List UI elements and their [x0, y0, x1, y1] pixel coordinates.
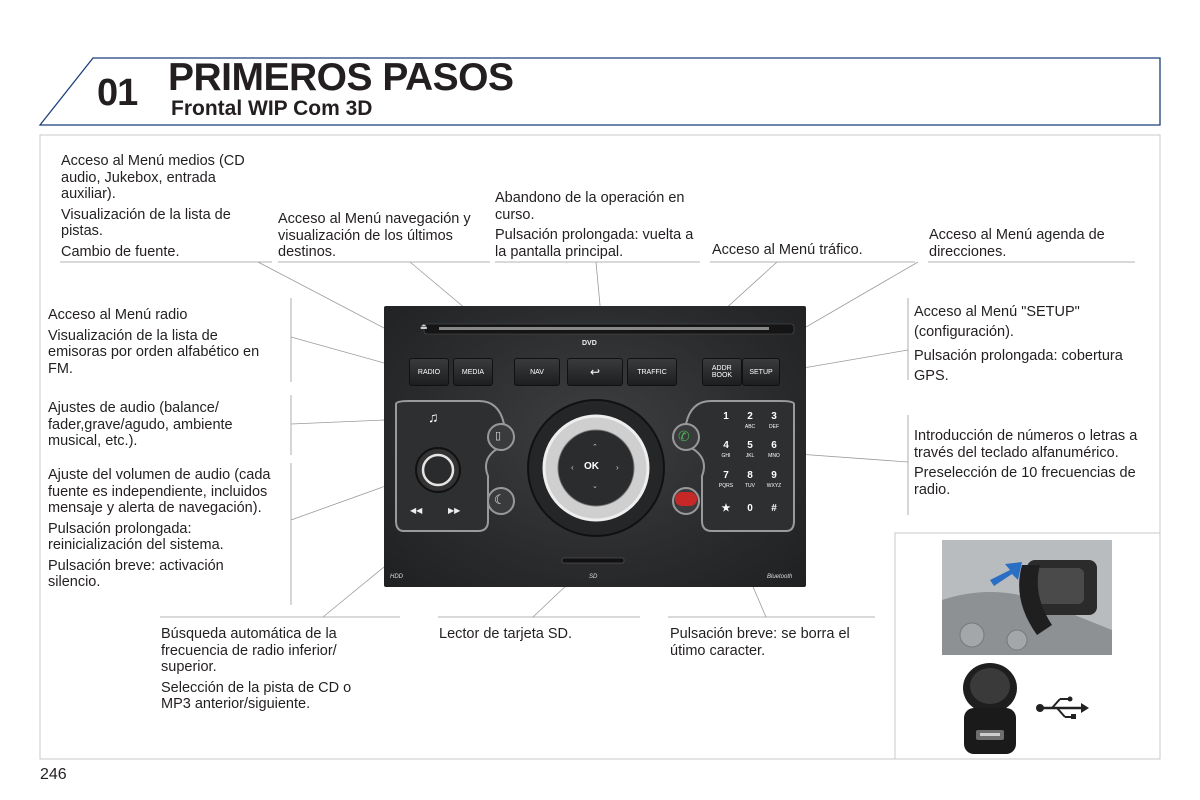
annotation-back-line: Pulsación prolongada: vuelta a la pantalla principal. — [495, 227, 694, 260]
keypad-key[interactable]: 9 WXYZ — [766, 470, 782, 489]
hdd-label: HDD — [390, 574, 403, 580]
annotation-sd — [439, 626, 639, 647]
annotation-volume — [48, 467, 280, 595]
annotation-traffic-line: Acceso al Menú tráfico. — [712, 242, 863, 258]
radio-unit-illustration — [384, 306, 806, 587]
keypad-key[interactable]: 8 TUV — [745, 470, 755, 489]
media-button[interactable]: MEDIA — [453, 358, 493, 386]
keypad-key[interactable]: 2 ABC — [744, 411, 756, 430]
back-arrow-icon: ↩ — [589, 365, 601, 379]
console-photo — [942, 540, 1112, 655]
radio-button[interactable]: RADIO — [409, 358, 449, 386]
annotation-seek — [161, 626, 381, 717]
annotation-addr-line: Acceso al Menú agenda de direcciones. — [929, 227, 1105, 260]
annotation-seek-line: Búsqueda automática de la frecuencia de radio inferior/ superior. — [161, 626, 337, 675]
left-arrow-icon[interactable]: ‹ — [571, 463, 574, 472]
music-note-icon[interactable]: ♫ — [428, 409, 439, 425]
keypad-key[interactable]: 7 PQRS — [718, 470, 734, 489]
traffic-button[interactable]: TRAFFIC — [627, 358, 677, 386]
keypad-key[interactable]: 4 GHI — [721, 440, 731, 459]
rewind-icon[interactable]: ◀◀ — [410, 506, 423, 515]
annotation-radio — [48, 307, 273, 381]
annotation-traffic — [712, 242, 912, 263]
annotation-setup-line: Pulsación prolongada: cobertura GPS. — [914, 348, 1123, 384]
annotation-volume-line: Pulsación prolongada: reinicialización del sistema. — [48, 520, 224, 553]
annotation-radio-line: Visualización de la lista de emisoras por orden alfabético en FM. — [48, 327, 260, 377]
annotation-keypad-line: Preselección de 10 frecuencias de radio. — [914, 465, 1136, 498]
usb-icon — [1035, 695, 1090, 721]
back-button[interactable] — [567, 358, 623, 386]
annotation-radio-line: Acceso al Menú radio — [48, 307, 188, 323]
keypad-key[interactable]: 0 — [747, 503, 753, 514]
annotation-sd-line: Lector de tarjeta SD. — [439, 626, 572, 642]
chapter-number: 01 — [97, 72, 138, 114]
annotation-back-line: Abandono de la operación en curso. — [495, 190, 685, 223]
keypad-key[interactable]: 1 — [723, 411, 729, 422]
moon-icon[interactable]: ☾ — [494, 492, 506, 507]
phone-icon[interactable]: ✆ — [678, 428, 690, 444]
fast-forward-icon[interactable]: ▶▶ — [448, 506, 461, 515]
annotation-volume-line: Ajuste del volumen de audio (cada fuente es independiente, incluidos mensaje y alerta de navegación). — [48, 467, 271, 516]
annotation-keypad — [914, 428, 1144, 502]
hangup-icon[interactable] — [675, 492, 697, 506]
trash-icon[interactable]: ▯ — [495, 430, 502, 442]
annotation-delete-line: Pulsación breve: se borra el útimo caracter. — [670, 626, 850, 659]
setup-button[interactable]: SETUP — [742, 358, 780, 386]
dvd-label: DVD — [582, 340, 597, 347]
annotation-audio — [48, 400, 273, 454]
page-subtitle: Frontal WIP Com 3D — [171, 97, 373, 120]
keypad-key[interactable]: ★ — [721, 503, 731, 514]
ok-button[interactable]: OK — [584, 461, 599, 472]
page-number: 246 — [40, 766, 67, 783]
annotation-audio-line: Ajustes de audio (balance/ fader,grave/agudo, ambiente musical, etc.). — [48, 400, 233, 449]
addr-book-button[interactable]: ADDR BOOK — [702, 358, 742, 386]
annotation-addr — [929, 227, 1134, 264]
page-title: PRIMEROS PASOS — [168, 56, 514, 99]
annotation-media-line: Acceso al Menú medios (CD audio, Jukebox, entrada auxiliar). — [61, 153, 245, 202]
eject-icon[interactable]: ⏏ — [420, 322, 428, 331]
annotation-delete — [670, 626, 880, 663]
annotation-back — [495, 190, 705, 264]
usb-socket-photo — [958, 660, 1022, 756]
down-arrow-icon[interactable]: ⌄ — [592, 483, 598, 490]
right-arrow-icon[interactable]: › — [616, 463, 619, 472]
annotation-media-line: Cambio de fuente. — [61, 243, 180, 260]
annotation-setup-line: Acceso al Menú "SETUP" (configuración). — [914, 304, 1080, 340]
keypad-key[interactable]: 5 JKL — [745, 440, 755, 459]
up-arrow-icon[interactable]: ⌃ — [592, 444, 598, 451]
keypad-key[interactable]: 6 MNO — [768, 440, 780, 459]
annotation-media-line: Visualización de la lista de pistas. — [61, 206, 231, 239]
annotation-seek-line: Selección de la pista de CD o MP3 anterior/siguiente. — [161, 679, 352, 712]
annotation-setup — [914, 302, 1149, 390]
annotation-keypad-line: Introducción de números o letras a través del teclado alfanumérico. — [914, 428, 1138, 461]
keypad-key[interactable]: 3 DEF — [769, 411, 779, 430]
nav-button[interactable]: NAV — [514, 358, 560, 386]
sd-logo: SD — [589, 574, 598, 580]
annotation-media — [61, 153, 266, 264]
annotation-volume-line: Pulsación breve: activación silencio. — [48, 557, 224, 590]
bluetooth-label: Bluetooth — [767, 574, 793, 580]
annotation-nav — [278, 211, 483, 265]
annotation-nav-line: Acceso al Menú navegación y visualización de los últimos destinos. — [278, 211, 471, 260]
keypad-key[interactable]: # — [771, 503, 777, 514]
